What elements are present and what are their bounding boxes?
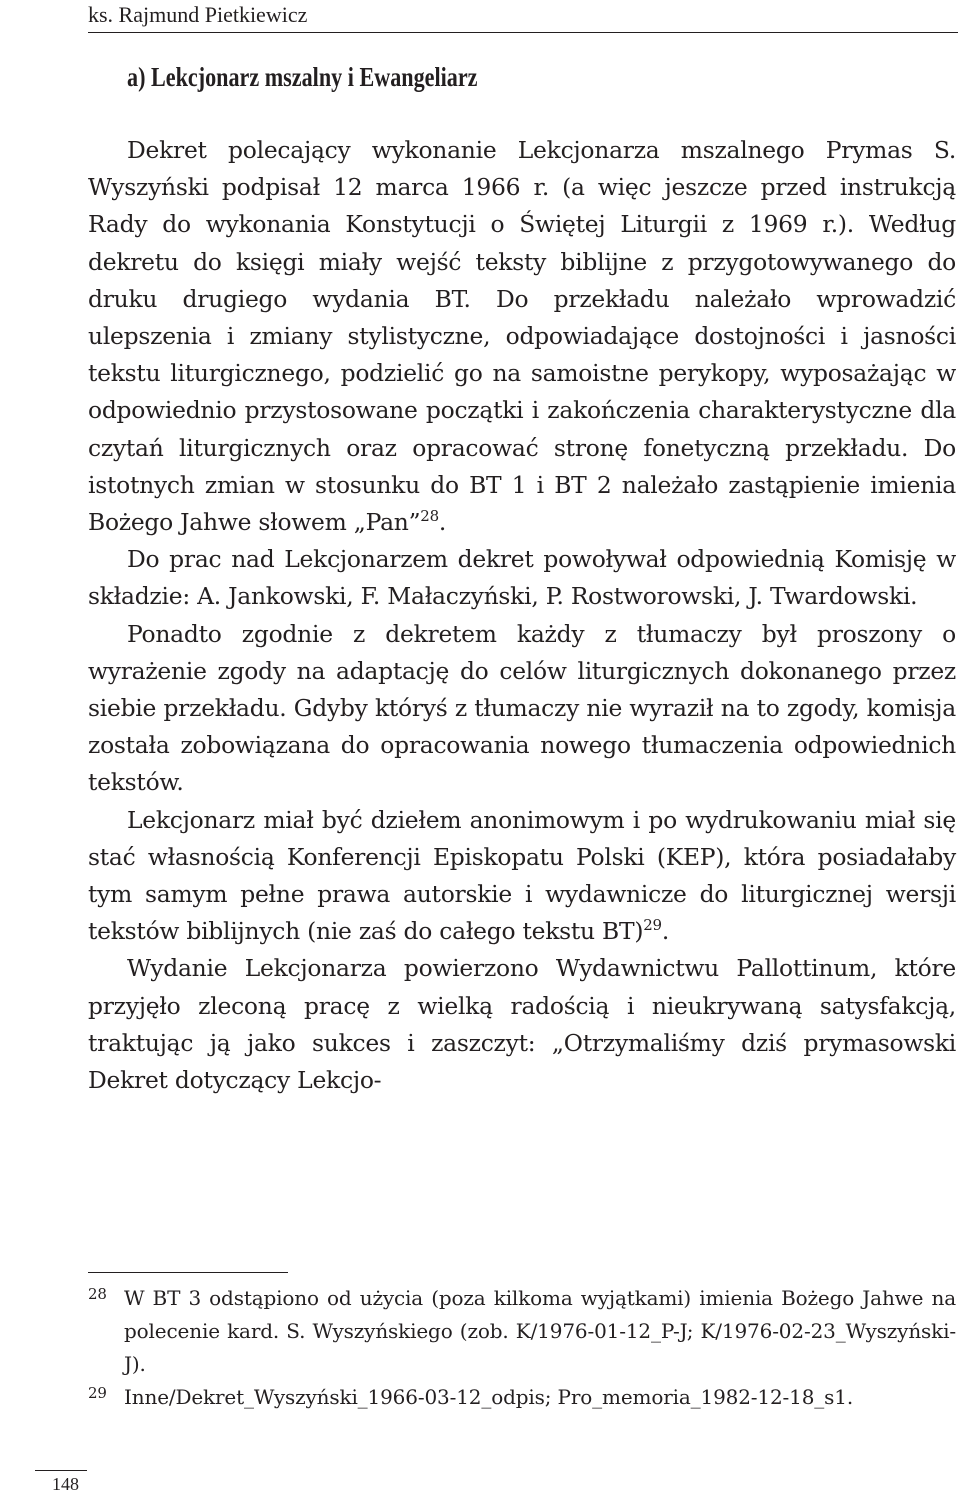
running-header: ks. Rajmund Pietkiewicz: [88, 2, 308, 27]
paragraph-4: [88, 802, 956, 951]
footnote-separator: [88, 1272, 288, 1273]
footnotes: [88, 1282, 956, 1414]
paragraph-4-text: Lekcjonarz miał być dziełem anonimowym i po wydrukowaniu miał się stać własnością Konferencji Episkopatu Polski (KEP), która posiadałaby tym samym pełne prawa autorskie i wydawnicze do liturgicznej wersji tekstów biblijnych (nie zaś do całego tekstu BT): [88, 805, 956, 946]
paragraph-2: Do prac nad Lekcjonarzem dekret powoływał odpowiednią Komisję w składzie: A. Jankowski, F. Małaczyński, P. Rostworowski, J. Twardowski.: [88, 545, 956, 611]
paragraph-5: Wydanie Lekcjonarza powierzono Wydawnictwu Pallottinum, które przyjęło zleconą pracę z wielką radością i nieukrywaną satysfakcją, traktując ją jako sukces i zaszczyt: „Otrzymaliśmy dziś prymasowski Dekret dotyczący Lekcjo-: [88, 954, 956, 1095]
page-number: 148: [52, 1474, 79, 1494]
footnote-number: 29: [88, 1384, 107, 1402]
footnote-ref-29[interactable]: 29: [643, 916, 662, 935]
paragraph-1-end: .: [438, 508, 447, 537]
footnote-ref-28[interactable]: 28: [420, 507, 439, 526]
header-rule: [88, 32, 958, 33]
paragraph-1-text: Dekret polecający wykonanie Lekcjonarza mszalnego Prymas S. Wyszyński podpisał 12 marca 1966 r. (a więc jeszcze przed instrukcją Rady do wykonania Konstytucji o Świętej Liturgii z 1969 r.). Według dekretu do księgi miały wejść teksty biblijne z przygotowywanego do druku drugiego wydania BT. Do przekładu należało wprowadzić ulepszenia i zmiany stylistyczne, odpowiadające dostojności i jasności tekstu liturgicznego, podzielić go na samoistne perykopy, wyposażając w odpowiednio przystosowane początki i zakończenia charakterystyczne dla czytań liturgicznych oraz opracować stronę fonetyczną przekładu. Do istotnych zmian w stosunku do BT 1 i BT 2 należało zastąpienie imienia Bożego Jahwe słowem „Pan”: [88, 136, 956, 537]
section-heading: a) Lekcjonarz mszalny i Ewangeliarz: [127, 62, 478, 92]
footnote-28: [88, 1282, 956, 1381]
footnote-number: 28: [88, 1285, 107, 1303]
paragraph-1: [88, 132, 956, 541]
paragraph-4-end: .: [661, 917, 670, 946]
footnote-29: [88, 1381, 956, 1414]
footnote-text: Inne/Dekret_Wyszyński_1966-03-12_odpis; Pro_memoria_1982-12-18_s1.: [124, 1385, 854, 1409]
body-text: [88, 132, 956, 1099]
paragraph-3: Ponadto zgodnie z dekretem każdy z tłumaczy był proszony o wyrażenie zgody na adaptację do celów liturgicznych dokonanego przez siebie przekładu. Gdyby któryś z tłumaczy nie wyraził na to zgody, komisja została zobowiązana do opracowania nowego tłumaczenia odpowiednich tekstów.: [88, 619, 956, 797]
page-number-rule: [35, 1470, 87, 1471]
footnote-text: W BT 3 odstąpiono od użycia (poza kilkoma wyjątkami) imienia Bożego Jahwe na polecenie kard. S. Wyszyńskiego (zob. K/1976-01-12_P-J; K/1976-02-23_Wyszyński-J).: [124, 1286, 956, 1376]
